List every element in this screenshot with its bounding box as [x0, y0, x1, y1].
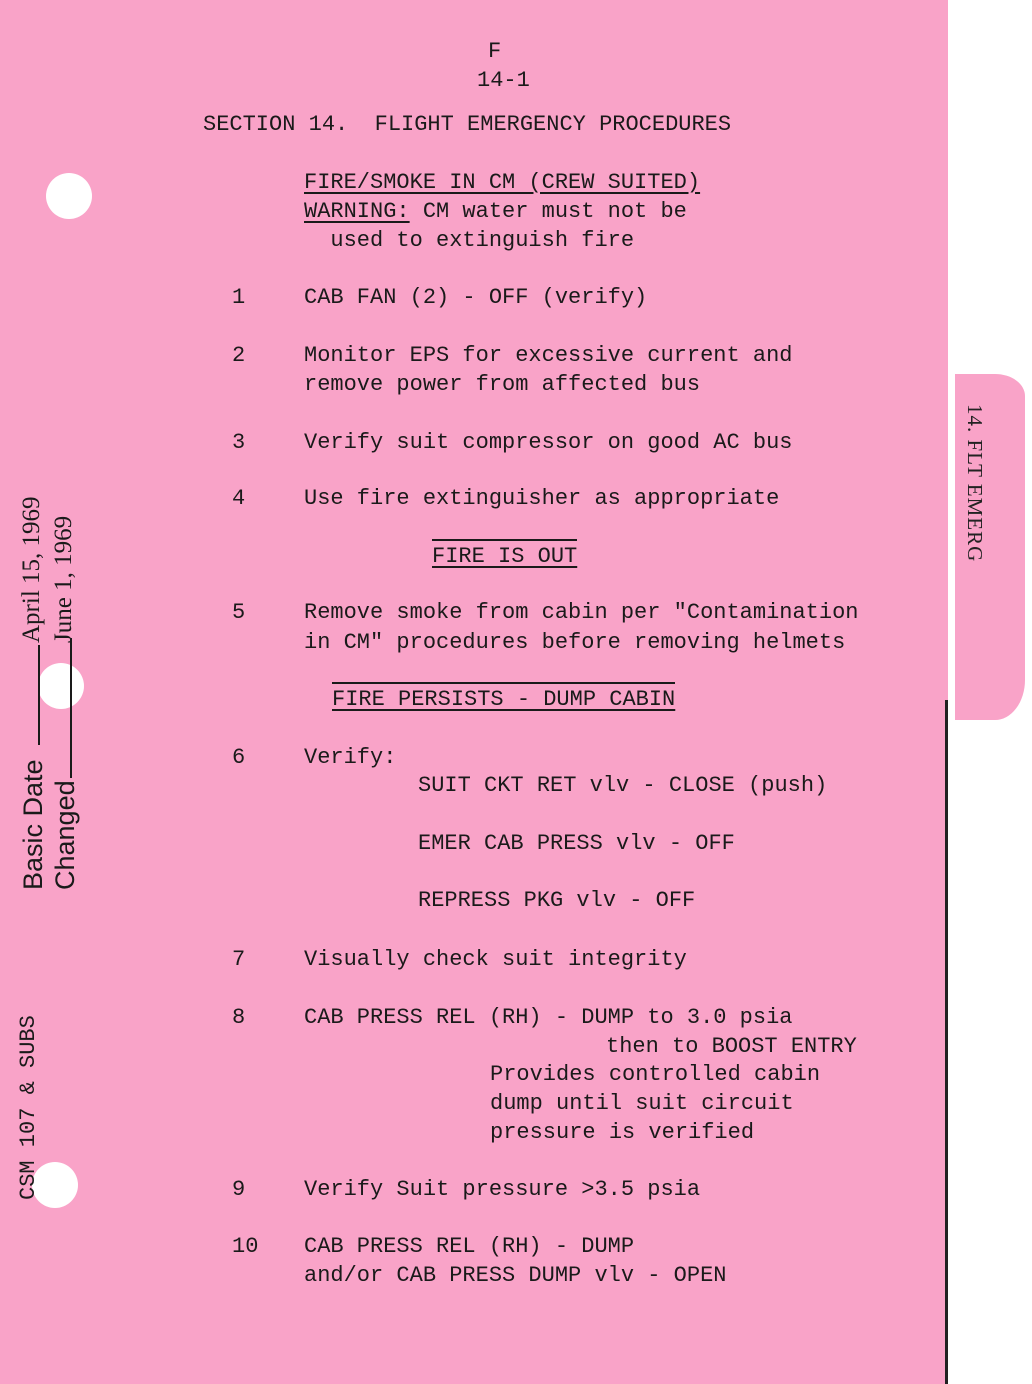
step-number: 5 — [232, 600, 246, 625]
changed-line — [50, 628, 77, 778]
section-tab-label: 14. FLT EMERG — [963, 404, 987, 563]
step-number: 3 — [232, 430, 246, 455]
subhead-fire-persists: FIRE PERSISTS - DUMP CABIN — [332, 682, 675, 714]
step-2-text-line-1: Monitor EPS for excessive current and — [304, 343, 793, 368]
binder-hole-top — [46, 173, 92, 219]
step-4-text: Use fire extinguisher as appropriate — [304, 486, 780, 511]
warning-label: WARNING: — [304, 199, 410, 224]
warning-line-2: used to extinguish fire — [304, 228, 635, 253]
step-8-note-line-2: dump until suit circuit — [490, 1091, 794, 1116]
step-number: 9 — [232, 1177, 246, 1202]
step-3-text: Verify suit compressor on good AC bus — [304, 430, 793, 455]
basic-date-line — [18, 635, 45, 745]
changed-value: June 1, 1969 — [50, 515, 77, 643]
step-number: 8 — [232, 1005, 246, 1030]
section-title: SECTION 14. FLIGHT EMERGENCY PROCEDURES — [203, 112, 732, 137]
step-number: 6 — [232, 745, 246, 770]
step-6-sub-1: SUIT CKT RET vlv - CLOSE (push) — [418, 773, 828, 798]
step-5-text-line-2: in CM" procedures before removing helmets — [304, 630, 846, 655]
step-number: 4 — [232, 486, 246, 511]
step-10-text-line-1: CAB PRESS REL (RH) - DUMP — [304, 1234, 635, 1259]
procedure-title: FIRE/SMOKE IN CM (CREW SUITED) — [304, 170, 701, 195]
step-6-text: Verify: — [304, 745, 397, 770]
changed-label: Changed — [50, 780, 80, 890]
step-8-text-line-1: CAB PRESS REL (RH) - DUMP to 3.0 psia — [304, 1005, 793, 1030]
warning-line-1: WARNING: CM water must not be — [304, 199, 687, 224]
csm-effectivity: CSM 107 & SUBS — [16, 1015, 41, 1200]
step-10-text-line-2: and/or CAB PRESS DUMP vlv - OPEN — [304, 1263, 727, 1288]
step-5-text-line-1: Remove smoke from cabin per "Contamination — [304, 600, 859, 625]
page-edge-shadow — [945, 700, 948, 1384]
step-number: 7 — [232, 947, 246, 972]
basic-date-value: April 15, 1969 — [18, 496, 45, 643]
step-1-text: CAB FAN (2) - OFF (verify) — [304, 285, 648, 310]
step-7-text: Visually check suit integrity — [304, 947, 687, 972]
step-6-sub-3: REPRESS PKG vlv - OFF — [418, 888, 696, 913]
step-6-sub-2: EMER CAB PRESS vlv - OFF — [418, 831, 735, 856]
subhead-fire-out: FIRE IS OUT — [432, 539, 577, 571]
step-number: 10 — [232, 1234, 259, 1259]
step-8-text-line-2: then to BOOST ENTRY — [606, 1034, 857, 1059]
step-2-text-line-2: remove power from affected bus — [304, 372, 701, 397]
step-9-text: Verify Suit pressure >3.5 psia — [304, 1177, 701, 1202]
step-8-note-line-1: Provides controlled cabin — [490, 1062, 821, 1087]
page-number: 14-1 — [477, 68, 530, 93]
step-number: 1 — [232, 285, 246, 310]
step-8-note-line-3: pressure is verified — [490, 1120, 755, 1145]
basic-date-label: Basic Date — [18, 759, 48, 890]
page-letter: F — [488, 39, 502, 64]
step-number: 2 — [232, 343, 246, 368]
